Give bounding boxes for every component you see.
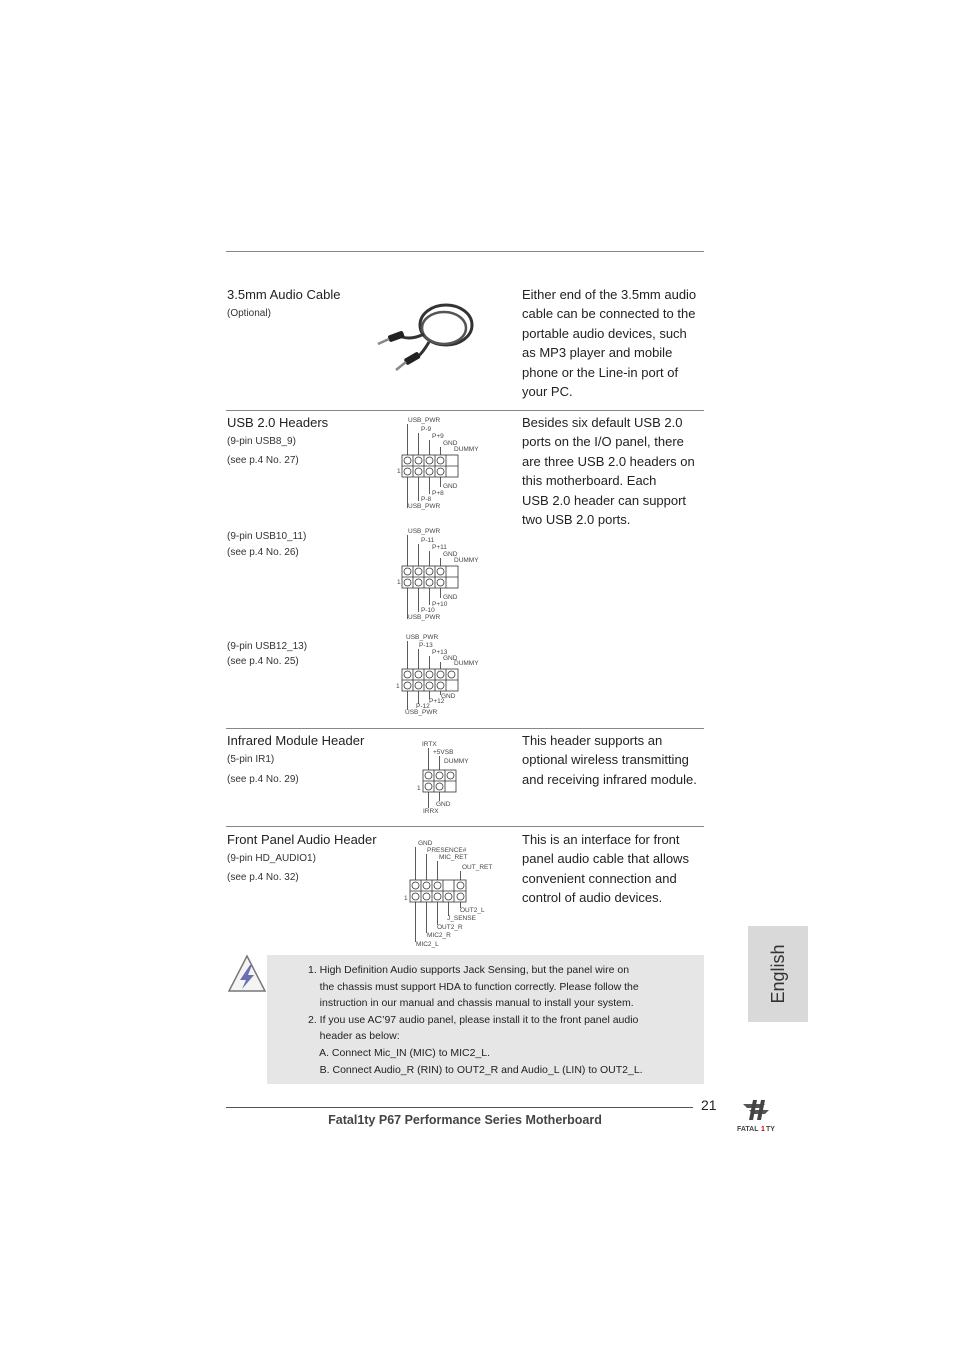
note-line: header as below: (308, 1030, 400, 1043)
pin-label: GND (441, 693, 456, 700)
language-tab-label: English (767, 944, 788, 1004)
pin-label: 1 (417, 785, 421, 792)
pin-label: USB_PWR (408, 528, 441, 535)
desc-line: as MP3 player and mobile (522, 345, 673, 361)
pin-label: USB_PWR (408, 614, 441, 621)
pin-label: P-13 (419, 642, 433, 649)
svg-text:FATAL: FATAL (737, 1126, 759, 1133)
pin-label: USB_PWR (408, 417, 441, 424)
pin-label: IRRX (423, 808, 439, 815)
front-audio-pin: (9-pin HD_AUDIO1) (227, 853, 316, 864)
note-line: A. Connect Mic_IN (MIC) to MIC2_L. (308, 1046, 491, 1059)
desc-line: convenient connection and (522, 870, 677, 886)
desc-line: ports on the I/O panel, there (522, 434, 684, 450)
desc-line: phone or the Line-in port of (522, 364, 679, 380)
pin-label: P-8 (421, 496, 432, 503)
front-audio-pin-diagram (402, 834, 502, 952)
desc-line: portable audio devices, such (522, 325, 687, 341)
footer-title: Fatal1ty P67 Performance Series Motherboard (328, 1113, 602, 1127)
usb-description (522, 413, 707, 529)
desc-line: this motherboard. Each (522, 473, 657, 489)
usb10-11-pin-diagram (394, 525, 494, 625)
desc-line: Either end of the 3.5mm audio (522, 287, 697, 302)
usb12-13-pin-diagram (394, 630, 494, 720)
fatal1ty-logo (735, 1098, 783, 1136)
infrared-ref: (see p.4 No. 29) (227, 774, 299, 785)
top-divider (226, 251, 704, 252)
note-line: 2. If you use AC’97 audio panel, please install it to the front panel audio (308, 1013, 639, 1026)
pin-label: 1 (404, 895, 408, 902)
pin-label: P+9 (432, 433, 444, 440)
note-line: the chassis must support HDA to function correctly. Please follow the (308, 980, 639, 993)
section-divider (226, 728, 704, 729)
pin-label: MIC_RET (439, 854, 468, 861)
pin-label: OUT2_R (437, 924, 463, 931)
notes-list (308, 962, 698, 1078)
pin-label: DUMMY (454, 446, 479, 453)
pin-label: GND (443, 551, 458, 558)
desc-line: panel audio cable that allows (522, 851, 689, 867)
pin-label: OUT2_L (460, 907, 485, 914)
desc-line: USB 2.0 header can support (522, 492, 687, 508)
desc-line: your PC. (522, 384, 573, 400)
language-tab (748, 926, 808, 1022)
infrared-pin-diagram (414, 735, 494, 820)
pin-label: MIC2_R (427, 932, 451, 939)
pin-label: USB_PWR (406, 634, 439, 641)
front-audio-description (522, 830, 707, 908)
note-line: 1. High Definition Audio supports Jack Sensing, but the panel wire on (308, 964, 630, 976)
footer-rule (226, 1107, 693, 1108)
pin-label: GND (436, 801, 451, 808)
pin-label: DUMMY (454, 660, 479, 667)
pin-label: GND (443, 483, 458, 490)
pin-label: DUMMY (444, 758, 469, 765)
svg-text:1: 1 (761, 1126, 765, 1133)
usb-title: USB 2.0 Headers (227, 415, 329, 430)
pin-label: 1 (397, 579, 401, 586)
pin-label: P-10 (421, 607, 435, 614)
pin-label: J_SENSE (447, 915, 476, 922)
pin-label: +5VSB (433, 749, 454, 756)
audio-cable-title: 3.5mm Audio Cable (227, 287, 341, 302)
usb8-9-pin-diagram (394, 414, 494, 514)
usb8-9-name: (9-pin USB8_9) (227, 436, 296, 447)
warning-icon (226, 953, 268, 995)
pin-label: GND (443, 655, 458, 662)
pin-label: GND (443, 594, 458, 601)
usb12-13-ref: (see p.4 No. 25) (227, 656, 299, 667)
infrared-description (522, 731, 707, 789)
pin-label: P+12 (429, 698, 445, 705)
note-line: B. Connect Audio_R (RIN) to OUT2_R and Audio_L (LIN) to OUT2_L. (308, 1063, 643, 1076)
page-number: 21 (701, 1097, 717, 1113)
front-audio-ref: (see p.4 No. 32) (227, 872, 299, 883)
usb10-11-name: (9-pin USB10_11) (227, 531, 307, 542)
usb10-11-ref: (see p.4 No. 26) (227, 547, 299, 558)
desc-line: optional wireless transmitting (522, 752, 689, 768)
pin-label: 1 (396, 683, 400, 690)
usb12-13-name: (9-pin USB12_13) (227, 641, 308, 652)
desc-line: control of audio devices. (522, 890, 663, 906)
pin-label: 1 (397, 468, 401, 475)
infrared-title: Infrared Module Header (227, 733, 365, 748)
pin-label: P+11 (432, 544, 447, 551)
infrared-pin: (5-pin IR1) (227, 754, 275, 765)
pin-label: P-12 (416, 703, 430, 710)
desc-line: cable can be connected to the (522, 306, 696, 322)
pin-label: P+13 (432, 649, 448, 656)
desc-line: This header supports an (522, 733, 663, 748)
desc-line: are three USB 2.0 headers on (522, 453, 695, 469)
usb8-9-ref: (see p.4 No. 27) (227, 455, 299, 466)
pin-label: DUMMY (454, 557, 479, 564)
audio-cable-optional: (Optional) (227, 308, 271, 319)
pin-label: P-9 (421, 426, 432, 433)
section-divider (226, 826, 704, 827)
svg-text:TY: TY (766, 1126, 775, 1133)
section-divider (226, 410, 704, 411)
pin-label: GND (418, 840, 433, 847)
pin-label: PRESENCE# (427, 847, 467, 854)
pin-label: IRTX (422, 741, 437, 748)
pin-label: MIC2_L (416, 941, 439, 948)
desc-line: and receiving infrared module. (522, 771, 697, 787)
front-audio-title: Front Panel Audio Header (227, 832, 377, 847)
desc-line: Besides six default USB 2.0 (522, 415, 683, 430)
audio-cable-image (374, 292, 484, 382)
pin-label: P+10 (432, 601, 448, 608)
pin-label: OUT_RET (462, 864, 493, 871)
note-line: instruction in our manual and chassis manual to install your system. (308, 997, 634, 1010)
pin-label: USB_PWR (405, 709, 438, 716)
desc-line: two USB 2.0 ports. (522, 512, 631, 528)
pin-label: P+8 (432, 490, 444, 497)
pin-label: USB_PWR (408, 503, 441, 510)
audio-cable-description (522, 285, 707, 401)
pin-label: GND (443, 440, 458, 447)
pin-label: P-11 (421, 537, 435, 544)
desc-line: This is an interface for front (522, 832, 680, 847)
